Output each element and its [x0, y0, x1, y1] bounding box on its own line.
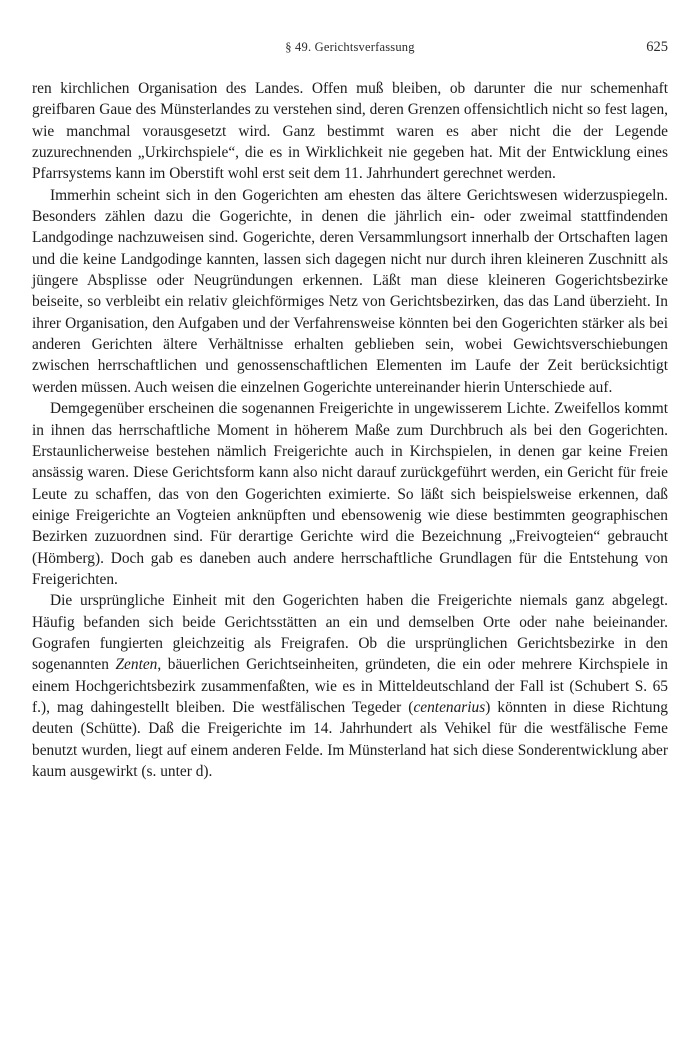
page-number: 625 [646, 39, 668, 55]
paragraph-4 [32, 590, 668, 782]
paragraph-4-italic-centenarius: centenarius [413, 698, 486, 716]
paragraph-1 [32, 78, 668, 185]
body-text [32, 78, 668, 782]
paragraph-4-italic-zenten: Zenten [115, 656, 158, 674]
paragraph-2-text: Immerhin scheint sich in den Gogerichten am ehesten das ältere Gerichtswesen widerzuspiegeln. Besonders zählen dazu die Gogerichte, in denen die jährlich ein- oder zweimal stattfindenden Landgodinge nachzuweisen sind. Gogerichte, deren Versammlungsort innerhalb der Ortschaften lagen und die keine Landgodinge kannten, lassen sich dagegen nicht nur durch ihren kleineren Zuschnitt als jüngere Absplisse oder Neugründungen erkennen. Läßt man diese kleineren Gogerichtsbezirke beiseite, so verbleibt ein relativ gleichförmiges Netz von Gerichtsbezirken, das das Land überzieht. In ihrer Organisation, den Aufgaben und der Verfahrensweise könnten bei den Gogerichten stärker als bei anderen Gerichten ältere Verhältnisse erhalten geblieben sein, wobei Gewichtsverschiebungen zwischen herrschaftlichen und genossenschaftlichen Elementen im Laufe der Zeit berücksichtigt werden müssen. Auch weisen die einzelnen Gogerichte untereinander hierin Unterschiede auf. [32, 186, 668, 396]
paragraph-4-text-a: Die ursprüngliche Einheit mit den Gogerichten haben die Freigerichte niemals ganz abgelegt. Häufig befanden sich beide Gerichtsstätten an ein und demselben Orte oder nahe beieinander. Gografen fungierten gleichzeitig als Freigrafen. Ob die ursprünglichen Gerichtsbezirke in den sogenannten [32, 592, 668, 674]
running-head [32, 40, 668, 62]
running-title: § 49. Gerichtsverfassung [285, 40, 415, 54]
paragraph-3 [32, 398, 668, 590]
paragraph-3-text: Demgegenüber erscheinen die sogenannen Freigerichte in ungewisserem Lichte. Zweifellos kommt in ihnen das herrschaftliche Moment in höherem Maße zum Durchbruch als bei den Gogerichten. Erstaunlicherweise bestehen nämlich Freigerichte auch in Kirchspielen, in denen gar keine Freien ansässig waren. Diese Gerichtsform kann also nicht darauf zurückgeführt werden, ein Gericht für freie Leute zu schaffen, das von den Gogerichten eximierte. So läßt sich beispielsweise erkennen, daß einige Freigerichte an Vogteien anknüpften und ebensowenig wie diese bestimmten geographischen Bezirken zuzuordnen sind. Für derartige Gerichte wird die Bezeichnung „Freivogteien“ gebraucht (Hömberg). Doch gab es daneben auch andere herrschaftliche Grundlagen für die Entstehung von Freigerichten. [32, 400, 668, 588]
paragraph-4-text-b: , bäuerlichen Gerichtseinheiten, gründeten, die ein oder mehrere Kirchspiele in einem Hochgerichtsbezirk zusammenfaßten, wie es in Mitteldeutschland der Fall ist (Schubert S. 65 f.), mag dahingestellt bleiben. Die westfälischen Tegeder ( [32, 656, 668, 716]
paragraph-2 [32, 185, 668, 398]
paragraph-1-text: ren kirchlichen Organisation des Landes. Offen muß bleiben, ob darunter die nur schemenhaft greifbaren Gaue des Münsterlandes zu verstehen sind, deren Grenzen offensichtlich nicht so fest lagen, wie manchmal vorausgesetzt wird. Ganz bestimmt waren es aber nicht die der Legende zuzurechnenden „Urkirchspiele“, die es in Wirklichkeit nie gegeben hat. Mit der Entwicklung eines Pfarrsystems kann im Oberstift wohl erst seit dem 11. Jahrhundert gerechnet werden. [32, 80, 668, 183]
paragraph-4-text-c: ) könnten in diese Richtung deuten (Schütte). Daß die Freigerichte im 14. Jahrhundert als Vehikel für die westfälische Feme benutzt wurden, liegt auf einem anderen Felde. Im Münsterland hat sich diese Sonderentwicklung aber kaum ausgewirkt (s. unter d). [32, 698, 668, 780]
